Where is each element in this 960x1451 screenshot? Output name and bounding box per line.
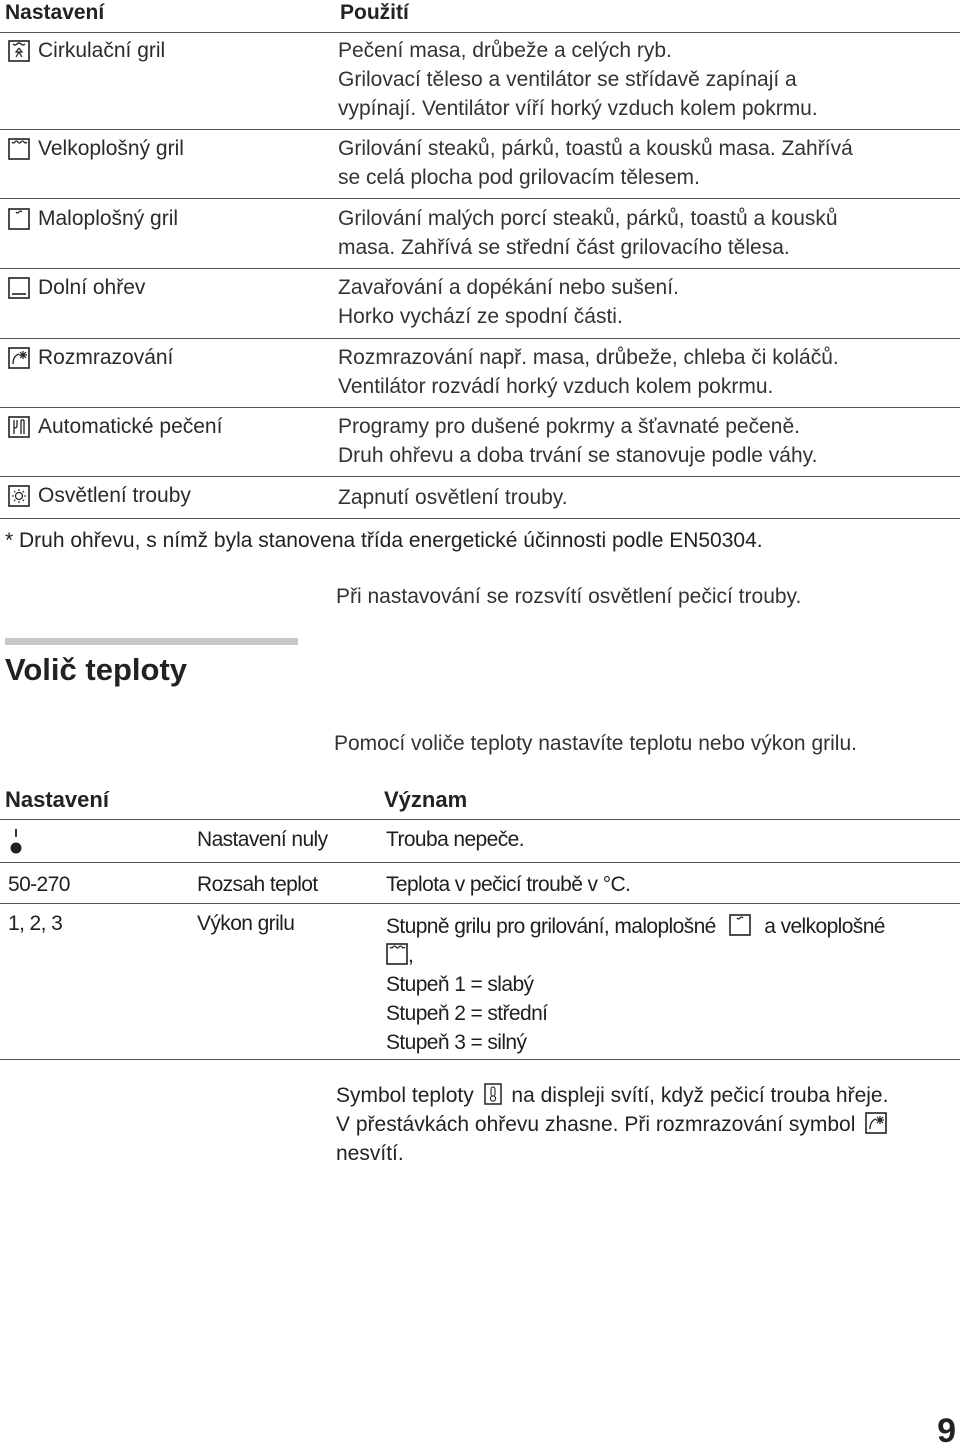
mode-name: Maloplošný gril [38,207,179,230]
section-rule [5,638,298,645]
mode-row-setting [8,412,222,441]
divider [0,129,960,130]
divider [0,338,960,339]
divider [0,268,960,269]
temp-header-meaning: Význam [384,787,468,812]
bottom-note: Symbol teploty na displeji svítí, když pečicí trouba hřeje. V přestávkách ohřevu zhasne. Při rozmrazování symbol nesvítí. [336,1084,889,1165]
divider [0,407,960,408]
mode-description: Grilování steaků, párků, toastů a kousků masa. Zahřívá se celá plocha pod grilovacím tělesem. [338,137,853,189]
section-title: Volič teploty [5,652,188,687]
defrost-icon [865,1112,887,1134]
mode-name: Cirkulační gril [38,39,166,62]
divider [0,903,960,904]
mode-row-setting [8,204,178,233]
page-number: 9 [937,1412,956,1450]
mode-row-setting [8,273,145,302]
mode-row-setting [8,343,173,372]
thermometer-icon [484,1083,502,1105]
section-intro: Pomocí voliče teploty nastavíte teplotu nebo výkon grilu. [334,732,857,755]
temp-row-meaning-cont: , Stupeň 1 = slabý Stupeň 2 = střední Stupeň 3 = silný [386,944,548,1054]
divider [0,862,960,863]
mode-name: Velkoplošný gril [38,137,184,160]
mode-description: Zavařování a dopékání nebo sušení. Horko vychází ze spodní části. [338,276,679,328]
fan-grill-icon [8,40,30,62]
auto-bake-icon [8,416,30,438]
large-grill-icon [8,138,30,160]
divider [0,198,960,199]
mode-description: Programy pro dušené pokrmy a šťavnaté pečeně. Druh ohřevu a doba trvání se stanovuje podle váhy. [338,415,818,467]
mode-name: Dolní ohřev [38,276,146,299]
large-grill-icon [386,943,408,965]
bottom-heat-icon [8,277,30,299]
divider [0,819,960,820]
modes-header-usage: Použití [340,1,409,24]
divider [0,32,960,33]
divider [0,1059,960,1060]
defrost-icon [8,347,30,369]
mode-row-setting [8,134,184,163]
temp-row-meaning: Teplota v pečicí troubě v °C. [386,873,631,896]
footnote: * Druh ohřevu, s nímž byla stanovena třída energetické účinnosti podle EN50304. [5,529,763,552]
temp-row-name: Rozsah teplot [197,873,318,896]
temp-row-meaning: Stupně grilu pro grilování, maloplošné a velkoplošné [386,915,885,938]
oven-light-icon [8,485,30,507]
temp-row-setting: 1, 2, 3 [8,912,63,935]
mode-name: Osvětlení trouby [38,484,191,507]
temp-row-setting: 50-270 [8,873,70,896]
mode-description: Grilování malých porcí steaků, párků, toastů a kousků masa. Zahřívá se střední část grilovacího tělesa. [338,207,838,259]
temp-header-setting: Nastavení [5,787,109,812]
mode-row-setting [8,36,165,65]
temp-row-meaning: Trouba nepeče. [386,828,524,851]
mode-description: Zapnutí osvětlení trouby. [338,486,568,509]
mode-description: Pečení masa, drůbeže a celých ryb. Grilovací těleso a ventilátor se střídavě zapínají a vypínají. Ventilátor víří horký vzduch kolem pokrmu. [338,39,818,120]
small-grill-icon [729,914,751,936]
temp-row-name: Výkon grilu [197,912,295,935]
small-grill-icon [8,208,30,230]
zero-position-icon [8,827,24,857]
modes-header-setting: Nastavení [5,1,105,24]
mode-row-setting [8,481,191,510]
divider [0,476,960,477]
light-note: Při nastavování se rozsvítí osvětlení pečicí trouby. [336,585,802,608]
mode-name: Rozmrazování [38,346,174,369]
divider [0,518,960,519]
mode-name: Automatické pečení [38,415,223,438]
temp-row-name: Nastavení nuly [197,828,328,851]
mode-description: Rozmrazování např. masa, drůbeže, chleba či koláčů. Ventilátor rozvádí horký vzduch kolem pokrmu. [338,346,839,398]
